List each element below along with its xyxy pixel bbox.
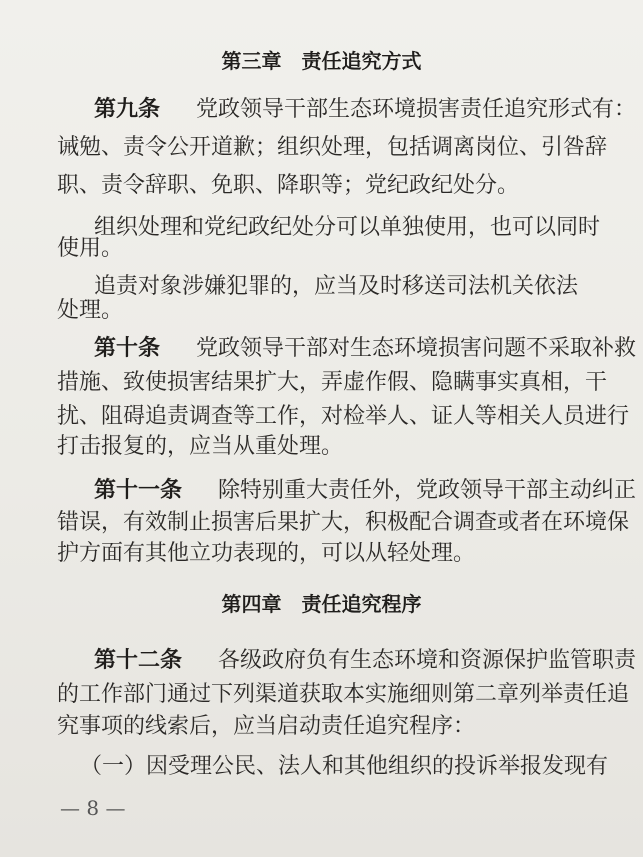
article-11-text-1: 除特别重大责任外，党政领导干部主动纠正 bbox=[218, 478, 637, 503]
article-10-line-2: 措施、致使损害结果扩大，弄虚作假、隐瞒事实真相，干 bbox=[57, 370, 608, 395]
article-9-line-1 bbox=[94, 95, 636, 125]
article-10-line-4: 打击报复的，应当从重处理。 bbox=[57, 434, 344, 459]
article-10-label: 第十条 bbox=[94, 336, 161, 361]
chapter-4-heading: 第四章 责任追究程序 bbox=[221, 592, 422, 616]
article-9-line-3: 职、责令辞职、免职、降职等；党纪政纪处分。 bbox=[57, 173, 520, 198]
crime-line-1: 追责对象涉嫌犯罪的，应当及时移送司法机关依法 bbox=[94, 274, 579, 299]
item-1-line-1: （一）因受理公民、法人和其他组织的投诉举报发现有 bbox=[80, 754, 609, 779]
article-9-label: 第九条 bbox=[94, 97, 161, 122]
article-11-line-2: 错误，有效制止损害后果扩大，积极配合调查或者在环境保 bbox=[57, 510, 630, 535]
article-9-text-1: 党政领导干部生态环境损害责任追究形式有： bbox=[196, 97, 637, 122]
org-handling-line-2: 使用。 bbox=[57, 236, 124, 261]
article-11-label: 第十一条 bbox=[94, 478, 183, 503]
chapter-3-heading: 第三章 责任追究方式 bbox=[221, 49, 422, 73]
page-number: — 8 — bbox=[60, 796, 126, 820]
article-12-line-1 bbox=[94, 646, 636, 676]
article-10-line-3: 扰、阻碍追责调查等工作，对检举人、证人等相关人员进行 bbox=[57, 404, 630, 429]
article-12-label: 第十二条 bbox=[94, 648, 183, 673]
article-12-line-2: 的工作部门通过下列渠道获取本实施细则第二章列举责任追 bbox=[57, 682, 630, 707]
org-handling-line-1: 组织处理和党纪政纪处分可以单独使用，也可以同时 bbox=[94, 215, 601, 240]
article-12-text-1: 各级政府负有生态环境和资源保护监管职责 bbox=[218, 648, 637, 673]
article-10-line-1 bbox=[94, 334, 636, 364]
article-10-text-1: 党政领导干部对生态环境损害问题不采取补救 bbox=[196, 336, 637, 361]
article-9-line-2: 诫勉、责令公开道歉；组织处理，包括调离岗位、引咎辞 bbox=[57, 135, 608, 160]
article-11-line-3: 护方面有其他立功表现的，可以从轻处理。 bbox=[57, 541, 476, 566]
crime-line-2: 处理。 bbox=[57, 298, 124, 323]
article-11-line-1 bbox=[94, 476, 636, 506]
article-12-line-3: 究事项的线索后，应当启动责任追究程序： bbox=[57, 714, 476, 739]
